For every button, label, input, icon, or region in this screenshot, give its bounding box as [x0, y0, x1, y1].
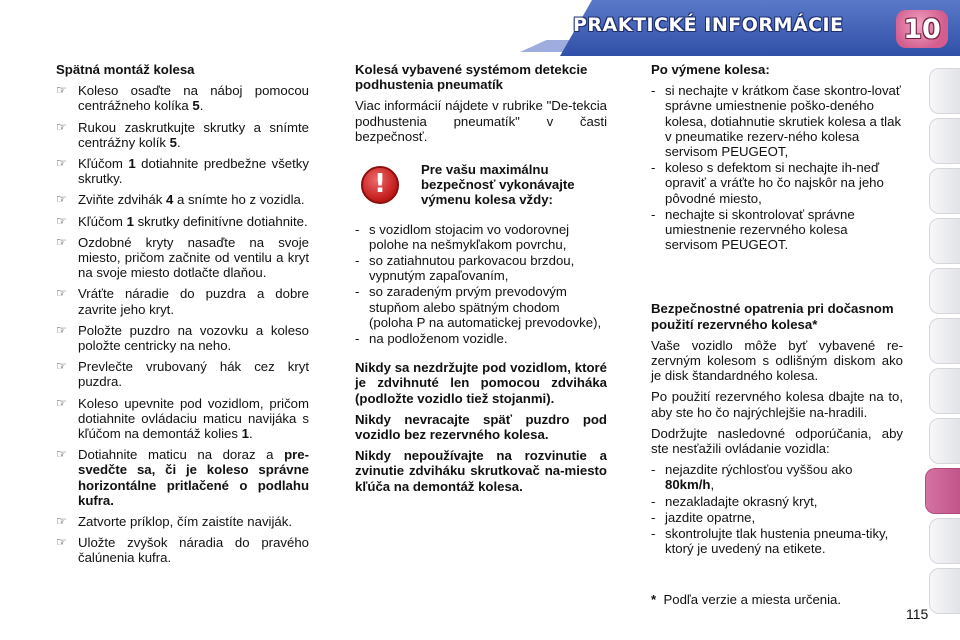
step-text-part: Kľúčom	[78, 156, 129, 172]
step-text-part: Prevlečte vrubovaný hák cez kryt puzdra.	[78, 359, 309, 390]
footnote	[651, 592, 841, 607]
speed-limit-text: nejazdite rýchlosťou vyššou ako	[665, 462, 853, 478]
dash-marker: -	[651, 493, 656, 509]
chapter-tab[interactable]	[929, 568, 960, 614]
list-item	[56, 214, 309, 229]
step-text-end: dotiahnite predbežne všetky skrutky.	[78, 156, 309, 187]
section-title: PRAKTICKÉ INFORMÁCIE	[573, 14, 844, 36]
list-item	[651, 160, 903, 206]
list-item	[651, 207, 903, 253]
recommendations-list	[651, 462, 903, 556]
pointing-hand-icon: ☞	[56, 359, 67, 374]
safety-note: Nikdy sa nezdržujte pod vozidlom, ktoré je zdvihnuté len pomocou zdviháka (podložte vozidlo tiež stojanmi).	[355, 360, 607, 406]
dash-marker: -	[355, 331, 360, 347]
spare-safety-heading: Bezpečnostné opatrenia pri dočasnom použití rezervného kolesa*	[651, 301, 894, 332]
step-ref: 1	[128, 156, 136, 172]
dash-marker: -	[651, 160, 656, 176]
list-item	[355, 331, 607, 346]
footnote-text: Podľa verzie a miesta určenia.	[663, 592, 842, 607]
list-item	[56, 286, 309, 316]
step-ref: pre-svedčte sa, či je koleso správne horizontálne pritlačené o podlahu kufra.	[78, 447, 309, 508]
step-ref: 1	[241, 426, 249, 442]
safety-warning	[355, 162, 607, 208]
chapter-number-badge: 10	[896, 10, 948, 48]
list-item-text: si nechajte v krátkom čase skontro-lovať správne umiestnenie poško-deného kolesa, dotiahnutie skrutiek kolesa a tlak v pneumatike rezerv-ného kolesa servisom PEUGEOT,	[665, 83, 902, 160]
dash-marker: -	[355, 284, 360, 300]
list-item-text: skontrolujte tlak hustenia pneuma-tiky, ktorý je uvedený na etikete.	[665, 526, 889, 557]
chapter-tab[interactable]	[929, 118, 960, 164]
step-text	[78, 535, 309, 565]
tpms-heading: Kolesá vybavené systémom detekcie podhustenia pneumatík	[355, 62, 588, 93]
spare-safety-paragraph: Dodržujte nasledovné odporúčania, aby ste nesťažili ovládanie vozidla:	[651, 425, 903, 457]
warning-icon: !	[361, 166, 399, 204]
step-text	[78, 323, 309, 353]
safety-note: Nikdy nevracajte späť puzdro pod vozidlo bez rezervného kolesa.	[355, 411, 607, 443]
step-text-end: a snímte ho z vozidla.	[173, 192, 305, 208]
chapter-tab[interactable]	[929, 418, 960, 464]
list-item	[355, 284, 607, 330]
list-item-text: na podloženom vozidle.	[369, 331, 508, 347]
pointing-hand-icon: ☞	[56, 156, 67, 171]
list-item	[56, 514, 309, 529]
step-text	[78, 192, 309, 207]
after-change-list	[651, 83, 903, 252]
list-item-text: koleso s defektom si nechajte ih-neď opraviť a vráťte ho čo najskôr na jeho pôvodné miesto,	[665, 160, 884, 206]
pointing-hand-icon: ☞	[56, 83, 67, 98]
chapter-tab[interactable]	[929, 268, 960, 314]
footnote-mark: *	[651, 592, 657, 607]
list-item-text: so zatiahnutou parkovacou brzdou, vypnutým zapaľovaním,	[369, 253, 575, 284]
list-item	[651, 83, 903, 159]
pointing-hand-icon: ☞	[56, 535, 67, 550]
step-ref: 4	[165, 192, 174, 208]
step-text	[78, 514, 309, 529]
step-text-end: skrutky definitívne dotiahnite.	[133, 213, 308, 229]
step-text-part: Zviňte zdvihák	[78, 192, 166, 208]
list-item: - nejazdite rýchlosťou vyššou ako 80km/h,	[651, 462, 853, 493]
spare-safety-paragraph: Vaše vozidlo môže byť vybavené re-zervným kolesom s odlišným diskom ako je disk štandardného kolesa.	[651, 337, 903, 384]
list-item	[56, 396, 309, 442]
dash-marker: -	[355, 253, 360, 269]
step-text-part: Uložte zvyšok náradia do pravého čalúnenia kufra.	[78, 535, 309, 566]
step-text-part: Vráťte náradie do puzdra a dobre zavrite jeho kryt.	[78, 286, 309, 317]
list-item-text: nezakladajte okrasný kryt,	[665, 493, 818, 509]
list-item	[56, 235, 309, 281]
step-text-part: Ozdobné kryty nasaďte na svoje miesto, pričom začnite od ventilu a kryt na svoje miesto dotlačte dlaňou.	[78, 234, 309, 281]
chapter-tab[interactable]	[929, 368, 960, 414]
dash-marker: -	[651, 526, 656, 542]
chapter-tab[interactable]	[929, 68, 960, 114]
step-text-part: Zatvorte príklop, čím zaistíte naviják.	[78, 514, 293, 530]
step-text-end: .	[199, 98, 204, 114]
list-item	[56, 359, 309, 389]
pointing-hand-icon: ☞	[56, 286, 67, 301]
step-text-part: Rukou zaskrutkujte skrutky a snímte centrážny kolík	[78, 119, 309, 150]
list-item	[56, 192, 309, 207]
pointing-hand-icon: ☞	[56, 322, 67, 337]
column-tpms	[355, 62, 607, 500]
step-text-part: Kľúčom	[78, 213, 127, 229]
step-text	[78, 83, 309, 113]
list-item	[56, 156, 309, 186]
step-text-part: Koleso upevnite pod vozidlom, pričom dotiahnite ovládaciu maticu navijáka s kľúčom na demontáž kolies	[78, 395, 309, 442]
dash-marker: -	[651, 83, 656, 99]
step-ref: 5	[192, 98, 200, 114]
step-text-end: .	[248, 426, 253, 442]
list-item	[355, 253, 607, 283]
pointing-hand-icon: ☞	[56, 119, 67, 134]
pointing-hand-icon: ☞	[56, 447, 67, 462]
step-text-end: .	[176, 134, 181, 150]
list-item	[56, 83, 309, 113]
spare-safety-paragraph: Po použití rezervného kolesa dbajte na to, aby ste ho čo najrýchlejšie na-hradili.	[651, 389, 903, 420]
chapter-tabs	[924, 68, 960, 628]
safety-note: Nikdy nepoužívajte na rozvinutie a zvinutie zdviháku skrutkovač na-miesto kľúča na demontáž kolesa.	[355, 448, 607, 494]
dash-marker: -	[651, 509, 656, 525]
conditions-list	[355, 222, 607, 347]
list-item-text: so zaradeným prvým prevodovým stupňom alebo spätným chodom (poloha P na automatickej prevodovke),	[369, 284, 602, 330]
column-wheel-refitting	[56, 62, 309, 572]
step-text	[78, 396, 309, 442]
step-text	[78, 214, 309, 229]
list-item	[651, 510, 903, 525]
dash-marker: -	[651, 206, 656, 222]
list-item	[56, 447, 309, 508]
list-item	[56, 323, 309, 353]
list-item-text: nechajte si skontrolovať správne umiestnenie rezervného kolesa servisom PEUGEOT.	[665, 206, 855, 253]
pointing-hand-icon: ☞	[56, 514, 67, 529]
step-text	[78, 359, 309, 389]
list-item	[651, 526, 903, 556]
page-number: 115	[906, 606, 929, 622]
step-text-part: Položte puzdro na vozovku a koleso položte centricky na neho.	[78, 322, 309, 354]
pointing-hand-icon: ☞	[56, 213, 67, 228]
step-text	[78, 286, 309, 316]
pointing-hand-icon: ☞	[56, 234, 67, 249]
chapter-tab[interactable]	[929, 218, 960, 264]
step-text	[78, 156, 309, 186]
pointing-hand-icon: ☞	[56, 395, 67, 410]
list-item	[56, 120, 309, 150]
step-text-part: Dotiahnite maticu na doraz a	[78, 447, 285, 463]
list-item-text: jazdite opatrne,	[665, 509, 756, 525]
spare-safety-text	[651, 338, 903, 456]
dash-marker: -	[355, 221, 360, 237]
speed-limit-value: 80km/h	[665, 477, 711, 493]
refitting-heading: Spätná montáž kolesa	[56, 62, 195, 77]
list-item-text: s vozidlom stojacim vo vodorovnej polohe na nešmykľakom povrchu,	[369, 221, 570, 252]
list-item	[651, 494, 903, 509]
pointing-hand-icon: ☞	[56, 192, 67, 207]
list-item	[355, 222, 607, 252]
chapter-tab[interactable]	[929, 318, 960, 364]
chapter-tab[interactable]	[929, 168, 960, 214]
safety-notes	[355, 360, 607, 494]
warning-title: Pre vašu maximálnu bezpečnosť vykonávajte výmenu kolesa vždy:	[421, 162, 575, 208]
step-text	[78, 120, 309, 150]
chapter-tab-active[interactable]	[925, 468, 960, 514]
refitting-steps	[56, 83, 309, 565]
tpms-intro: Viac informácií nájdete v rubrike "De-tekcia podhustenia pneumatík" v časti bezpečnosť.	[355, 98, 607, 144]
step-text-part: Koleso osaďte na náboj pomocou centrážneho kolíka	[78, 83, 309, 114]
chapter-tab[interactable]	[929, 518, 960, 564]
after-change-heading: Po výmene kolesa:	[651, 62, 770, 77]
step-text	[78, 447, 309, 508]
step-ref: 5	[169, 134, 177, 150]
column-after-change	[651, 62, 903, 557]
step-ref: 1	[126, 213, 134, 229]
step-text	[78, 235, 309, 281]
list-item	[56, 535, 309, 565]
